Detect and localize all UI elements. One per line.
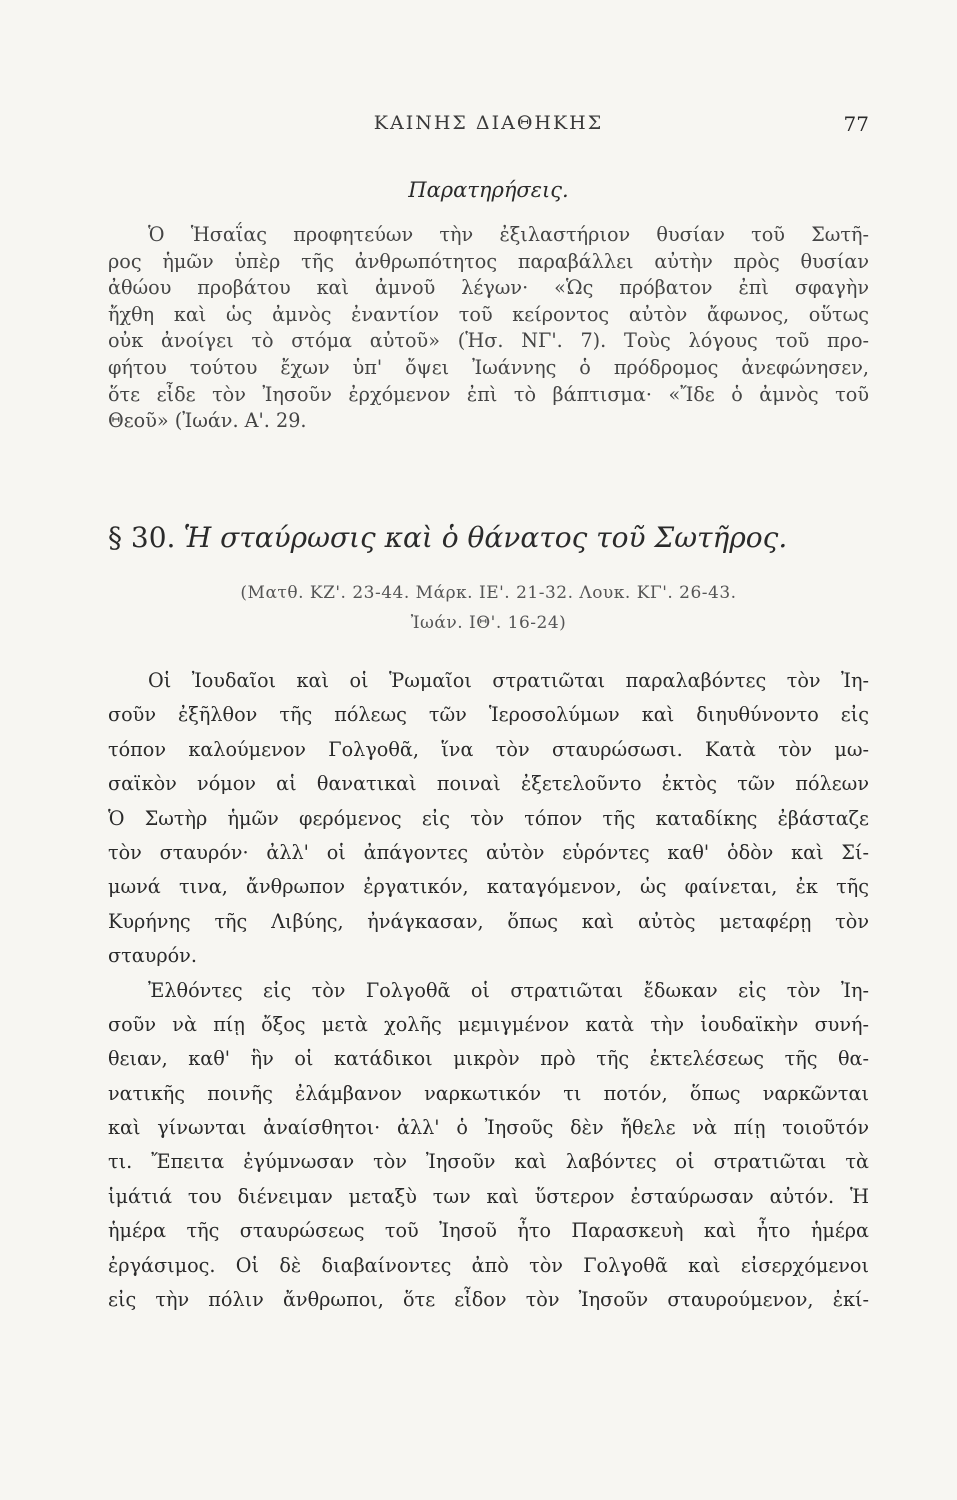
text-line: Ἐλθόντες εἰς τὸν Γολγοθᾶ οἱ στρατιῶται ἔδωκαν εἰς τὸν Ἰη-: [148, 978, 869, 1002]
text-line: ὅτε εἶδε τὸν Ἰησοῦν ἐρχόμενον ἐπὶ τὸ βάπτισμα· «Ἴδε ὁ ἀμνὸς τοῦ: [108, 382, 869, 406]
text-line: μωνά τινα, ἄνθρωπον ἐργατικόν, καταγόμενον, ὡς φαίνεται, ἐκ τῆς: [108, 875, 869, 899]
text-line: Οἱ Ἰουδαῖοι καὶ οἱ Ῥωμαῖοι στρατιῶται παραλαβόντες τὸν Ἰη-: [148, 669, 869, 692]
text-line: νατικῆς ποινῆς ἐλάμβανον ναρκωτικόν τι ποτόν, ὅπως ναρκῶνται: [108, 1081, 869, 1105]
running-title: ΚΑΙΝΗΣ ΔΙΑΘΗΚΗΣ: [373, 112, 604, 134]
section-number: § 30.: [108, 521, 176, 554]
section-body: [108, 664, 869, 1317]
page-number: 77: [843, 112, 869, 136]
notes-heading: Παρατηρήσεις.: [408, 178, 569, 202]
text-line: Κυρήνης τῆς Λιβύης, ἠνάγκασαν, ὅπως καὶ αὐτὸς μεταφέρῃ τὸν: [108, 909, 869, 933]
text-line: σοῦν νὰ πίῃ ὄξος μετὰ χολῆς μεμιγμένον κατὰ τὴν ἰουδαϊκὴν συνή-: [108, 1012, 869, 1036]
text-line: ρος ἡμῶν ὑπὲρ τῆς ἀνθρωπότητος παραβάλλει αὐτὴν πρὸς θυσίαν: [108, 249, 869, 273]
notes-paragraph: [108, 222, 869, 435]
section-title: Ἡ σταύρωσις καὶ ὁ θάνατος τοῦ Σωτῆρος.: [183, 521, 788, 554]
text-line: ἤχθη καὶ ὡς ἀμνὸς ἐναντίον τοῦ κείροντος αὐτὸν ἄφωνος, οὕτως: [108, 302, 869, 326]
text-line: Ὁ Σωτὴρ ἡμῶν φερόμενος εἰς τὸν τόπον τῆς καταδίκης ἐβάσταζε: [108, 806, 869, 830]
text-line: τόπον καλούμενον Γολγοθᾶ, ἵνα τὸν σταυρώσωσι. Κατὰ τὸν μω-: [108, 737, 869, 761]
reference-line: (Ματθ. ΚΖ'. 23-44. Μάρκ. ΙΕ'. 21-32. Λουκ. ΚΓ'. 26-43.: [240, 583, 737, 603]
scripture-references: [108, 578, 869, 638]
running-header: [108, 112, 869, 148]
text-line: Θεοῦ» (Ἰωάν. Α'. 29.: [108, 409, 307, 433]
text-line: σταυρόν.: [108, 944, 197, 968]
text-line: ἀθώου προβάτου καὶ ἀμνοῦ λέγων· «Ὡς πρόβατον ἐπὶ σφαγὴν: [108, 276, 869, 300]
text-line: σοῦν ἐξῆλθον τῆς πόλεως τῶν Ἱεροσολύμων καὶ διηυθύνοντο εἰς: [108, 703, 869, 727]
text-line: καὶ γίνωνται ἀναίσθητοι· ἀλλ' ὁ Ἰησοῦς δὲν ἤθελε νὰ πίῃ τοιοῦτόν: [108, 1116, 869, 1140]
text-line: τὸν σταυρόν· ἀλλ' οἱ ἀπάγοντες αὐτὸν εὑρόντες καθ' ὁδὸν καὶ Σί-: [108, 840, 869, 864]
reference-line: Ἰωάν. ΙΘ'. 16-24): [410, 613, 567, 633]
text-line: οὐκ ἀνοίγει τὸ στόμα αὐτοῦ» (Ἡσ. ΝΓ'. 7). Τοὺς λόγους τοῦ προ-: [108, 329, 869, 353]
text-line: ἡμέρα τῆς σταυρώσεως τοῦ Ἰησοῦ ἦτο Παρασκευὴ καὶ ἦτο ἡμέρα: [108, 1219, 869, 1243]
text-line: θειαν, καθ' ἣν οἱ κατάδικοι μικρὸν πρὸ τῆς ἐκτελέσεως τῆς θα-: [108, 1047, 869, 1071]
text-line: εἰς τὴν πόλιν ἄνθρωποι, ὅτε εἶδον τὸν Ἰησοῦν σταυρούμενον, ἐκί-: [108, 1288, 869, 1312]
text-line: ἐργάσιμος. Οἱ δὲ διαβαίνοντες ἀπὸ τὸν Γολγοθᾶ καὶ εἰσερχόμενοι: [108, 1253, 869, 1277]
section-heading: [108, 520, 869, 556]
text-line: ἱμάτιά του διένειμαν μεταξὺ των καὶ ὕστερον ἐσταύρωσαν αὐτόν. Ἡ: [108, 1184, 869, 1208]
text-line: σαϊκὸν νόμον αἱ θανατικαὶ ποιναὶ ἐξετελοῦντο ἐκτὸς τῶν πόλεων: [108, 772, 869, 796]
text-line: φήτου τούτου ἔχων ὑπ' ὄψει Ἰωάννης ὁ πρόδρομος ἀνεφώνησεν,: [108, 355, 869, 379]
text-line: τι. Ἔπειτα ἐγύμνωσαν τὸν Ἰησοῦν καὶ λαβόντες οἱ στρατιῶται τὰ: [108, 1150, 869, 1174]
text-line: Ὁ Ἡσαΐας προφητεύων τὴν ἐξιλαστήριον θυσίαν τοῦ Σωτῆ-: [148, 223, 869, 246]
